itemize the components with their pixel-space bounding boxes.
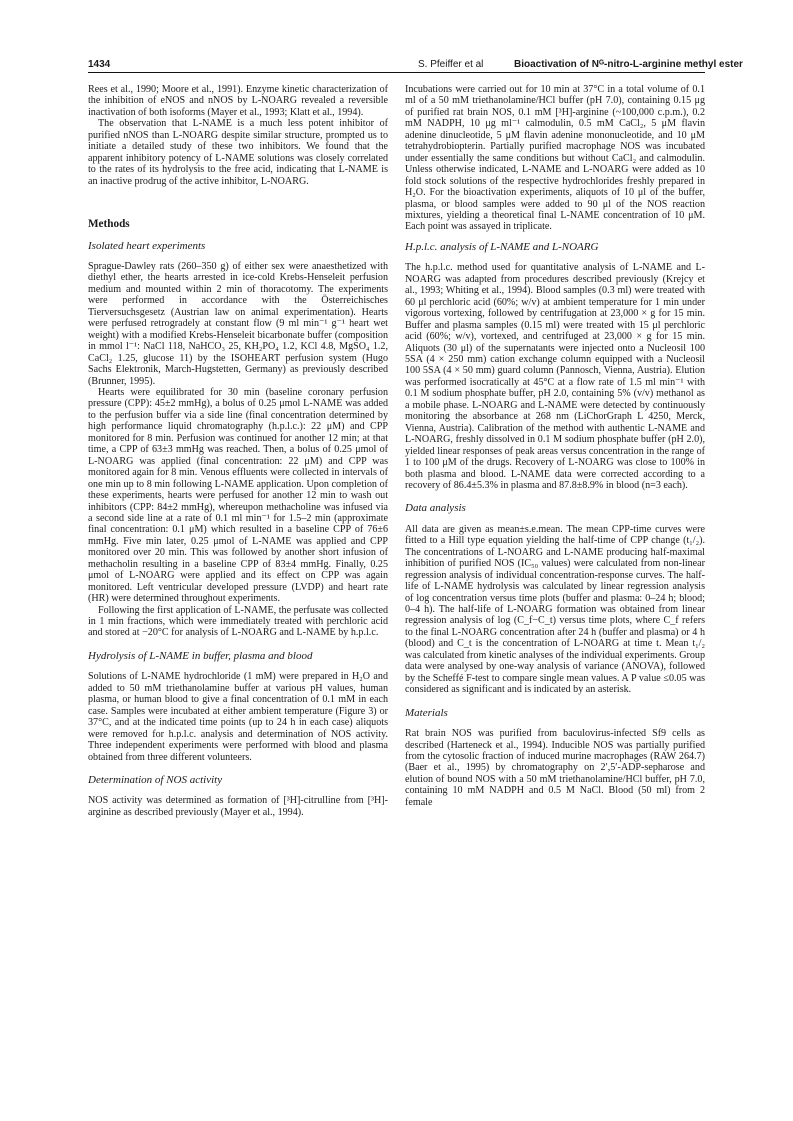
methods-heading: Methods	[88, 218, 130, 231]
hydrolysis-heading: Hydrolysis of L-NAME in buffer, plasma and blood	[88, 649, 313, 662]
nos-activity-paragraph: NOS activity was determined as formation of [³H]-citrulline from [³H]-arginine as described previously (Mayer et al., 1994).	[88, 795, 388, 818]
page-number: 1434	[88, 59, 111, 70]
running-title: Bioactivation of Nᴳ-nitro-L-arginine methyl ester	[514, 59, 743, 70]
header-rule	[88, 72, 705, 73]
heart-paragraph-3: Following the first application of L-NAME, the perfusate was collected in 1 min fractions, which were immediately treated with perchloric acid and stored at −20°C for analysis of L-NOARG and L-NAME by h.p.l.c.	[88, 604, 388, 639]
heart-experiments-heading: Isolated heart experiments	[88, 239, 206, 252]
intro-paragraph-1: Rees et al., 1990; Moore et al., 1991). Enzyme kinetic characterization of the inhibition of eNOS and nNOS by L-NOARG revealed a reversible inactivation of both isoforms (Mayer et al., 1993; Klatt et al., 1994).	[88, 84, 388, 118]
hydrolysis-paragraph: Solutions of L-NAME hydrochloride (1 mM) were prepared in H₂O and added to 50 mM triethanolamine buffer at various pH values, human plasma, or human blood to give a final concentration of 0.1 mM in each case. Samples were incubated at either ambient temperature (Figure 3) or 37°C, and at the indicated time points (up to 24 h in each case) aliquots were removed for h.p.l.c. analysis and determination of NOS activity. Three independent experiments were performed with blood and plasma obtained from three different volunteers.	[88, 671, 388, 763]
hplc-paragraph: The h.p.l.c. method used for quantitative analysis of L-NAME and L-NOARG was adapted from procedures described previously (Krejcy et al., 1993; Whiting et al., 1994). Blood samples (0.3 ml) were treated with 60 μl perchloric acid (60%; w/v) at ambient temperature for 1 min under vigorous vortexing, followed by centrifugation at 23,000 × g for 15 min. Buffer and plasma samples (0.15 ml) were treated with 15 μl perchloric acid (60%; w/v), vortexed, and centrifuged at 23,000 × g for 15 min. Aliquots (30 μl) of the supernatants were injected onto a Nucleosil 100 5SA (4 × 250 mm) cation exchange column equipped with a Nucleosil 100 5SA (4 × 50 mm) guard column (Pannosch, Vienna, Austria). Elution was performed isocratically at 45°C at a flow rate of 1.5 ml min⁻¹ with 0.1 M sodium phosphate buffer, pH 2.0, containing 5% (v/v) methanol as a mobile phase. L-NOARG and L-NAME were detected by continuously monitoring the absorbance at 268 nm (LiChorGraph L 4250, Merck, Vienna, Austria). Calibration of the method with authentic L-NAME and L-NOARG, freshly dissolved in 0.1 M sodium phosphate buffer (pH 2.0), yielded linear responses of peak areas versus concentration in the range of 1 to 100 μM of the drugs. Recovery of L-NOARG was close to 100% in both plasma and blood. L-NAME data were corrected according to a recovery of 86.4±5.3% in plasma and 87.8±8.9% in blood (n=3 each).	[405, 262, 705, 491]
author-line: S. Pfeiffer et al	[418, 59, 484, 70]
nos-activity-heading: Determination of NOS activity	[88, 774, 223, 787]
materials-heading: Materials	[405, 706, 448, 719]
intro-paragraph-2: The observation that L-NAME is a much less potent inhibitor of purified nNOS than L-NOARG despite similar structure, prompted us to initiate a detailed study of these two inhibitors. We found that the apparent inhibitory potency of L-NAME solutions was closely correlated to the rates of its hydrolysis to the free acid, indicating that L-NAME is an inactive prodrug of the active inhibitor, L-NOARG.	[88, 118, 388, 187]
nos-incubation-paragraph: Incubations were carried out for 10 min at 37°C in a total volume of 0.1 ml of a 50 mM triethanolamine/HCl buffer (pH 7.0), containing 0.15 μg of purified rat brain NOS, 0.1 mM [³H]-arginine (~100,000 c.p.m.), 0.2 mM NADPH, 10 μg ml⁻¹ calmodulin, 0.5 mM CaCl₂, 5 μM flavin adenine dinucleotide, 5 μM flavin adenine mononucleotide, and 10 μM tetrahydrobiopterin. Partially purified macrophage NOS was incubated under essentially the same conditions but without CaCl₂ and calmodulin. Unless otherwise indicated, L-NAME and L-NOARG were added as 10 fold stock solutions of the respective hydrochlorides freshly prepared in H₂O. For the bioactivation experiments, aliquots of 10 μl of the buffer, plasma, or blood samples were added to 90 μl of the NOS reaction mixtures, yielding a theoretical final L-NAME concentration of 10 μM. Each point was assayed in triplicate.	[405, 84, 705, 233]
heart-paragraph-2: Hearts were equilibrated for 30 min (baseline coronary perfusion pressure (CPP): 45±2 mmHg), a bolus of 0.25 μmol L-NAME was added to the perfusion buffer via a side line (final concentration determined by high performance liquid chromatography (h.p.l.c.): 22 μM) and CPP monitored for 8 min. Perfusion was continued for another 12 min; at that time, a CPP of 63±3 mmHg was reached. Then, a bolus of 0.25 μmol of L-NOARG was applied (final concentration: 22 μM) and CPP was monitored again for 8 min. Venous effluents were collected in intervals of one min up to 8 min following L-NAME application. Upon completion of these experiments, hearts were perfused for another 12 min to wash out inhibitors (CPP: 84±2 mmHg), whereupon methacholine was infused via a second side line at a rate of 0.1 ml min⁻¹ for 1.5–2 min (approximate final concentration: 0.1 μM) which resulted in a baseline CPP of 76±6 mmHg. Five min later, 0.25 μmol of L-NAME was applied and CPP monitored over 20 min. This was followed by another short infusion of methacholin resulting in a baseline CPP of 83±4 mmHg. Finally, 0.25 μmol of L-NOARG were applied and its effect on CPP was again monitored. Left ventricular developed pressure (LVDP) and heart rate (HR) were determined throughout experiments.	[88, 386, 388, 605]
hplc-heading: H.p.l.c. analysis of L-NAME and L-NOARG	[405, 240, 599, 253]
data-analysis-heading: Data analysis	[405, 502, 466, 515]
materials-paragraph: Rat brain NOS was purified from baculovirus-infected Sf9 cells as described (Harteneck et al., 1994). Inducible NOS was partially purified from the cytosolic fraction of induced murine macrophages (RAW 264.7) (Baer et al., 1995) by chromatography on 2′,5′-ADP-sepharose and elution of bound NOS with a 50 mM triethanolamine/HCl buffer, pH 7.0, containing 10 mM NADPH and 0.5 M NaCl. Blood (50 ml) from 2 female	[405, 728, 705, 808]
right-column	[405, 84, 705, 808]
data-analysis-paragraph: All data are given as mean±s.e.mean. The mean CPP-time curves were fitted to a Hill type equation yielding the half-time of CPP change (t₁/₂). The concentrations of L-NOARG and L-NAME producing half-maximal inhibition of purified NOS (IC₅₀ values) were calculated from non-linear regression analysis of individual concentration-response curves. The half-life of L-NAME hydrolysis was calculated by linear regression analysis of log concentration versus time plots (buffer and plasma: 0–24 h; blood; 0–4 h). The half-life of L-NOARG formation was obtained from linear regression analysis of log (C_f−C_t) versus time plots, where C_f refers to the final L-NOARG concentration after 24 h (buffer and plasma) or 4 h (blood) and C_t is the concentration of L-NOARG at time t. Mean t₁/₂ was calculated from kinetic analyses of the individual experiments. Group data were analysed by one-way analysis of variance (ANOVA), followed by the Scheffé F-test to compare single mean values. A P value ≤0.05 was considered as significant and is indicated by an asterisk.	[405, 523, 705, 696]
left-column	[88, 84, 388, 818]
heart-paragraph-1: Sprague-Dawley rats (260–350 g) of either sex were anaesthetized with diethyl ether, the hearts arrested in ice-cold Krebs-Henseleit perfusion medium and mounted within 2 min of thoracotomy. The experiments were performed in accordance with the Österreichisches Tierversuchsgesetz (Austrian law on animal experimentation). Hearts were perfused retrogradely at constant flow (9 ml min⁻¹ g⁻¹ heart wet weight) with a modified Krebs-Henseleit bicarbonate buffer (composition in mmol l⁻¹: NaCl 118, NaHCO₃ 25, KH₂PO₄ 1.2, KCl 4.8, MgSO₄ 1.2, CaCl₂ 1.25, glucose 11) by the ISOHEART perfusion system (Hugo Sachs Elektronik, March-Hugstetten, Germany) as previously described (Brunner, 1995).	[88, 260, 388, 387]
